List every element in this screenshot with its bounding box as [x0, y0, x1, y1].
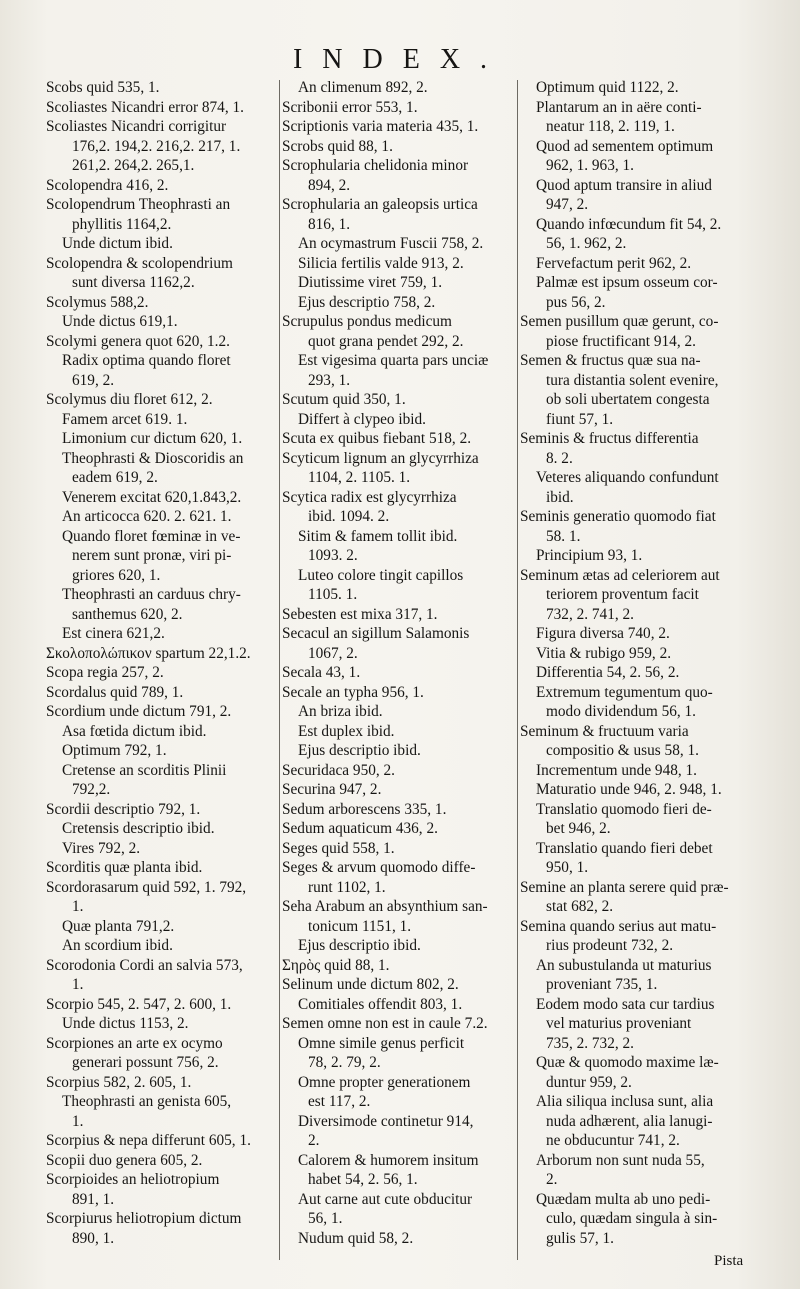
index-entry-line: Scorpiurus heliotropium dictum — [46, 1210, 242, 1227]
index-entry-line: Luteo colore tingit capillos — [298, 566, 464, 584]
index-entry-line: 894, 2. — [308, 176, 351, 194]
index-entry-line: modo dividendum 56, 1. — [546, 703, 696, 720]
index-entry-line: Scytica radix est glycyrrhiza — [282, 488, 457, 506]
index-entry-line: An briza ibid. — [298, 703, 383, 720]
index-entry-line: An subustulanda ut maturius — [536, 956, 712, 974]
index-entry-line: 56, 1. — [308, 1210, 343, 1227]
index-entry-line: Seha Arabum an absynthium san- — [282, 898, 488, 915]
index-entry-line: Semen pusillum quæ gerunt, co- — [520, 313, 719, 330]
index-entry-line: Ejus descriptio ibid. — [298, 937, 421, 954]
index-entry-line: Translatio quando fieri debet — [536, 839, 713, 857]
index-entry-line: 1. — [72, 898, 84, 915]
index-entry-line: Seges quid 558, 1. — [282, 839, 395, 857]
index-entry-line: Translatio quomodo fieri de- — [536, 800, 712, 818]
index-entry-line: bet 946, 2. — [546, 820, 611, 837]
index-entry-line: Venerem excitat 620,1.843,2. — [62, 488, 242, 506]
index-entry-line: Famem arcet 619. 1. — [62, 410, 188, 428]
index-entry-line: Vitia & rubigo 959, 2. — [536, 644, 672, 662]
index-entry-line: rius prodeunt 732, 2. — [546, 937, 674, 954]
index-entry-line: An climenum 892, 2. — [298, 79, 428, 96]
index-entry-line: Quæ & quomodo maxime læ- — [536, 1054, 719, 1071]
index-entry-line: 176,2. 194,2. 216,2. 217, 1. — [72, 137, 241, 155]
index-entry-line: An articocca 620. 2. 621. 1. — [62, 508, 232, 525]
index-entry-line: Unde dictus 1153, 2. — [62, 1015, 189, 1032]
index-entry-line: compositio & usus 58, 1. — [546, 742, 699, 759]
index-entry-line: Unde dictum ibid. — [62, 235, 173, 252]
index-entry-line: Scolymi genera quot 620, 1.2. — [46, 332, 230, 350]
index-entry-line: Scorpioides an heliotropium — [46, 1171, 220, 1188]
index-entry-line: Seminis generatio quomodo fiat — [520, 508, 716, 525]
index-entry-line: Scolymus diu floret 612, 2. — [46, 391, 213, 408]
index-entry-line: Scolopendrum Theophrasti an — [46, 196, 231, 213]
index-entry-line: Differt à clypeo ibid. — [298, 410, 426, 428]
index-entry-line: Seminum & fructuum varia — [520, 722, 689, 740]
index-entry-line: phyllitis 1164,2. — [72, 215, 172, 233]
index-entry-line: Est cinera 621,2. — [62, 625, 165, 642]
index-entry-line: Quando infœcundum fit 54, 2. — [536, 215, 722, 233]
index-entry-line: Scobs quid 535, 1. — [46, 79, 160, 96]
index-entry-line: Selinum unde dictum 802, 2. — [282, 976, 459, 993]
index-entry-line: Scyticum lignum an glycyrrhiza — [282, 449, 479, 467]
index-entry-line: Scutum quid 350, 1. — [282, 391, 406, 408]
index-entry-line: tonicum 1151, 1. — [308, 917, 412, 935]
index-entry-line: Theophrasti an carduus chry- — [62, 586, 241, 603]
index-entry-line: Veteres aliquando confundunt — [536, 469, 719, 486]
index-entry-line: 735, 2. 732, 2. — [546, 1034, 634, 1052]
index-entry-line: 1067, 2. — [308, 644, 358, 662]
index-entry-line: Fervefactum perit 962, 2. — [536, 254, 692, 272]
index-entry-line: 950, 1. — [546, 859, 589, 876]
index-entry-line: Differentia 54, 2. 56, 2. — [536, 664, 680, 681]
index-entry-line: Seminum ætas ad celeriorem aut — [520, 566, 720, 584]
index-entry-line: runt 1102, 1. — [308, 878, 386, 896]
index-entry-line: 619, 2. — [72, 371, 115, 389]
index-entry-line: Alia siliqua inclusa sunt, alia — [536, 1093, 714, 1110]
index-entry-line: gulis 57, 1. — [546, 1229, 614, 1247]
index-column-3 — [520, 78, 756, 1248]
index-entry-line: Ejus descriptio ibid. — [298, 742, 421, 759]
index-entry-line: Quod ad sementem optimum — [536, 137, 714, 155]
index-entry-line: ibid. 1094. 2. — [308, 508, 390, 525]
index-entry-line: Quæ planta 791,2. — [62, 917, 175, 935]
index-entry-line: sunt diversa 1162,2. — [72, 274, 195, 291]
index-entry-line: Scorodonia Cordi an salvia 573, — [46, 956, 243, 974]
index-entry-line: Semen & fructus quæ sua na- — [520, 352, 701, 369]
page-title: INDEX. — [292, 44, 508, 75]
index-entry-line: 56, 1. 962, 2. — [546, 235, 627, 252]
index-entry-line: Scolopendra & scolopendrium — [46, 254, 233, 272]
index-entry-line: 8. 2. — [546, 449, 573, 467]
catchword: Pista — [714, 1253, 744, 1269]
index-entry-line: Scorpiones an arte ex ocymo — [46, 1034, 223, 1052]
index-column-2 — [282, 78, 518, 1248]
index-entry-line: 891, 1. — [72, 1190, 115, 1208]
index-entry-line: Aut carne aut cute obducitur — [298, 1190, 473, 1208]
index-entry-line: 1104, 2. 1105. 1. — [308, 469, 411, 486]
index-entry-line: Diversimode continetur 914, — [298, 1112, 474, 1130]
column-divider — [279, 80, 280, 1260]
index-entry-line: ibid. — [546, 488, 574, 506]
index-entry-line: Secala 43, 1. — [282, 664, 361, 681]
index-entry-line: Scolopendra 416, 2. — [46, 176, 169, 194]
index-entry-line: santhemus 620, 2. — [72, 605, 183, 623]
index-entry-line: Theophrasti & Dioscoridis an — [62, 449, 244, 467]
column-divider — [517, 80, 518, 1260]
index-entry-line: Arborum non sunt nuda 55, — [536, 1151, 705, 1169]
index-entry-line: 890, 1. — [72, 1229, 115, 1247]
index-entry-line: Theophrasti an genista 605, — [62, 1093, 232, 1110]
index-entry-line: Optimum 792, 1. — [62, 742, 167, 759]
index-entry-line: Σκολοπολώπικον spartum 22,1.2. — [46, 644, 251, 662]
index-entry-line: Semina quando serius aut matu- — [520, 917, 717, 935]
index-entry-line: Scoliastes Nicandri error 874, 1. — [46, 98, 244, 116]
index-entry-line: Sedum aquaticum 436, 2. — [282, 820, 438, 837]
index-entry-line: 261,2. 264,2. 265,1. — [72, 157, 195, 174]
index-entry-line: habet 54, 2. 56, 1. — [308, 1171, 418, 1188]
index-entry-line: Scordalus quid 789, 1. — [46, 683, 184, 701]
index-entry-line: 1105. 1. — [308, 586, 358, 603]
index-entry-line: 78, 2. 79, 2. — [308, 1054, 381, 1071]
index-entry-line: Quod aptum transire in aliud — [536, 176, 712, 194]
index-entry-line: Scoliastes Nicandri corrigitur — [46, 118, 227, 135]
index-entry-line: Scolymus 588,2. — [46, 293, 149, 311]
index-entry-line: 58. 1. — [546, 527, 581, 545]
index-entry-line: quot grana pendet 292, 2. — [308, 332, 464, 350]
index-entry-line: griores 620, 1. — [72, 566, 161, 584]
index-entry-line: Scrobs quid 88, 1. — [282, 137, 393, 155]
index-entry-line: Scuta ex quibus fiebant 518, 2. — [282, 430, 472, 447]
index-entry-line: Plantarum an in aëre conti- — [536, 98, 702, 116]
index-entry-line: Asa fœtida dictum ibid. — [62, 722, 207, 740]
index-entry-line: ne obducuntur 741, 2. — [546, 1132, 680, 1149]
index-entry-line: Semen omne non est in caule 7.2. — [282, 1015, 488, 1032]
index-entry-line: Unde dictus 619,1. — [62, 313, 178, 330]
index-entry-line: piose fructificant 914, 2. — [546, 332, 696, 350]
index-entry-line: Scorpius & nepa differunt 605, 1. — [46, 1132, 251, 1149]
index-entry-line: nuda adhærent, alia lanugi- — [546, 1112, 713, 1130]
index-entry-line: Radix optima quando floret — [62, 352, 231, 369]
index-entry-line: Seges & arvum quomodo diffe- — [282, 859, 476, 876]
index-entry-line: est 117, 2. — [308, 1093, 371, 1110]
index-entry-line: 792,2. — [72, 781, 111, 798]
index-entry-line: 962, 1. 963, 1. — [546, 157, 634, 174]
index-entry-line: Figura diversa 740, 2. — [536, 625, 670, 642]
index-entry-line: Scribonii error 553, 1. — [282, 98, 418, 116]
index-entry-line: An scordium ibid. — [62, 937, 173, 954]
index-entry-line: Scriptionis varia materia 435, 1. — [282, 118, 479, 135]
index-entry-line: 2. — [546, 1171, 558, 1188]
index-entry-line: Cretense an scorditis Plinii — [62, 761, 227, 779]
index-entry-line: Incrementum unde 948, 1. — [536, 761, 697, 779]
index-entry-line: Securina 947, 2. — [282, 781, 382, 798]
index-entry-line: generari possunt 756, 2. — [72, 1054, 219, 1071]
index-entry-line: Limonium cur dictum 620, 1. — [62, 430, 243, 447]
index-entry-line: duntur 959, 2. — [546, 1073, 632, 1091]
index-entry-line: pus 56, 2. — [546, 293, 606, 311]
index-entry-line: Cretensis descriptio ibid. — [62, 820, 215, 837]
index-entry-line: 947, 2. — [546, 196, 589, 213]
index-entry-line: Sitim & famem tollit ibid. — [298, 527, 458, 545]
index-entry-line: Extremum tegumentum quo- — [536, 683, 713, 701]
index-entry-line: 1093. 2. — [308, 547, 358, 564]
index-entry-line: Comitiales offendit 803, 1. — [298, 995, 463, 1013]
index-entry-line: Scordium unde dictum 791, 2. — [46, 703, 232, 720]
index-entry-line: Sedum arborescens 335, 1. — [282, 800, 447, 818]
index-entry-line: Quædam multa ab uno pedi- — [536, 1190, 711, 1208]
index-entry-line: Seminis & fructus differentia — [520, 430, 699, 447]
index-entry-line: culo, quædam singula à sin- — [546, 1210, 718, 1227]
index-entry-line: Palmæ est ipsum osseum cor- — [536, 274, 718, 291]
index-entry-line: Scrophularia an galeopsis urtica — [282, 196, 478, 213]
index-entry-line: proveniant 735, 1. — [546, 976, 658, 993]
index-entry-line: Diutissime viret 759, 1. — [298, 274, 443, 291]
index-entry-line: Secacul an sigillum Salamonis — [282, 625, 470, 642]
index-entry-line: Semine an planta serere quid præ- — [520, 878, 729, 896]
index-entry-line: Quando floret fœminæ in ve- — [62, 527, 241, 545]
index-entry-line: vel maturius proveniant — [546, 1015, 692, 1032]
index-entry-line: Calorem & humorem insitum — [298, 1151, 479, 1169]
index-entry-line: Est duplex ibid. — [298, 722, 395, 740]
index-entry-line: Scopa regia 257, 2. — [46, 664, 164, 681]
index-entry-line: Scorpio 545, 2. 547, 2. 600, 1. — [46, 995, 232, 1013]
index-entry-line: Omne propter generationem — [298, 1073, 471, 1091]
index-entry-line: 2. — [308, 1132, 320, 1149]
index-entry-line: Secale an typha 956, 1. — [282, 683, 424, 701]
index-entry-line: Silicia fertilis valde 913, 2. — [298, 254, 464, 272]
index-entry-line: 293, 1. — [308, 371, 351, 389]
index-entry-line: Scordorasarum quid 592, 1. 792, — [46, 878, 247, 896]
index-entry-line: Omne simile genus perficit — [298, 1034, 465, 1052]
index-entry-line: stat 682, 2. — [546, 898, 614, 915]
index-entry-line: ob soli ubertatem congesta — [546, 391, 710, 408]
index-entry-line: Vires 792, 2. — [62, 839, 141, 857]
index-entry-line: Securidaca 950, 2. — [282, 761, 395, 779]
index-entry-line: Eodem modo sata cur tardius — [536, 995, 715, 1013]
index-entry-line: teriorem proventum facit — [546, 586, 699, 603]
index-entry-line: Scopii duo genera 605, 2. — [46, 1151, 203, 1169]
index-column-1 — [46, 78, 278, 1248]
index-entry-line: eadem 619, 2. — [72, 469, 158, 486]
index-entry-line: Est vigesima quarta pars unciæ — [298, 352, 489, 369]
index-entry-line: Optimum quid 1122, 2. — [536, 79, 679, 96]
index-entry-line: Scrophularia chelidonia minor — [282, 157, 469, 174]
index-entry-line: 816, 1. — [308, 215, 351, 233]
index-entry-line: An ocymastrum Fuscii 758, 2. — [298, 235, 484, 252]
index-entry-line: Maturatio unde 946, 2. 948, 1. — [536, 781, 722, 798]
index-entry-line: Scorditis quæ planta ibid. — [46, 859, 203, 876]
index-entry-line: 732, 2. 741, 2. — [546, 605, 634, 623]
index-entry-line: neatur 118, 2. 119, 1. — [546, 118, 675, 135]
index-entry-line: Nudum quid 58, 2. — [298, 1229, 414, 1247]
index-entry-line: tura distantia solent evenire, — [546, 371, 719, 389]
index-entry-line: 1. — [72, 1112, 84, 1130]
index-entry-line: Principium 93, 1. — [536, 547, 643, 564]
index-entry-line: 1. — [72, 976, 84, 993]
index-entry-line: nerem sunt pronæ, viri pi- — [72, 547, 232, 564]
index-entry-line: Ejus descriptio 758, 2. — [298, 293, 436, 311]
index-entry-line: Σηρὸς quid 88, 1. — [282, 956, 390, 974]
index-entry-line: Scordii descriptio 792, 1. — [46, 800, 201, 818]
index-entry-line: Sebesten est mixa 317, 1. — [282, 605, 438, 623]
index-entry-line: Scorpius 582, 2. 605, 1. — [46, 1073, 192, 1091]
index-entry-line: fiunt 57, 1. — [546, 410, 614, 428]
index-entry-line: Scrupulus pondus medicum — [282, 313, 452, 330]
